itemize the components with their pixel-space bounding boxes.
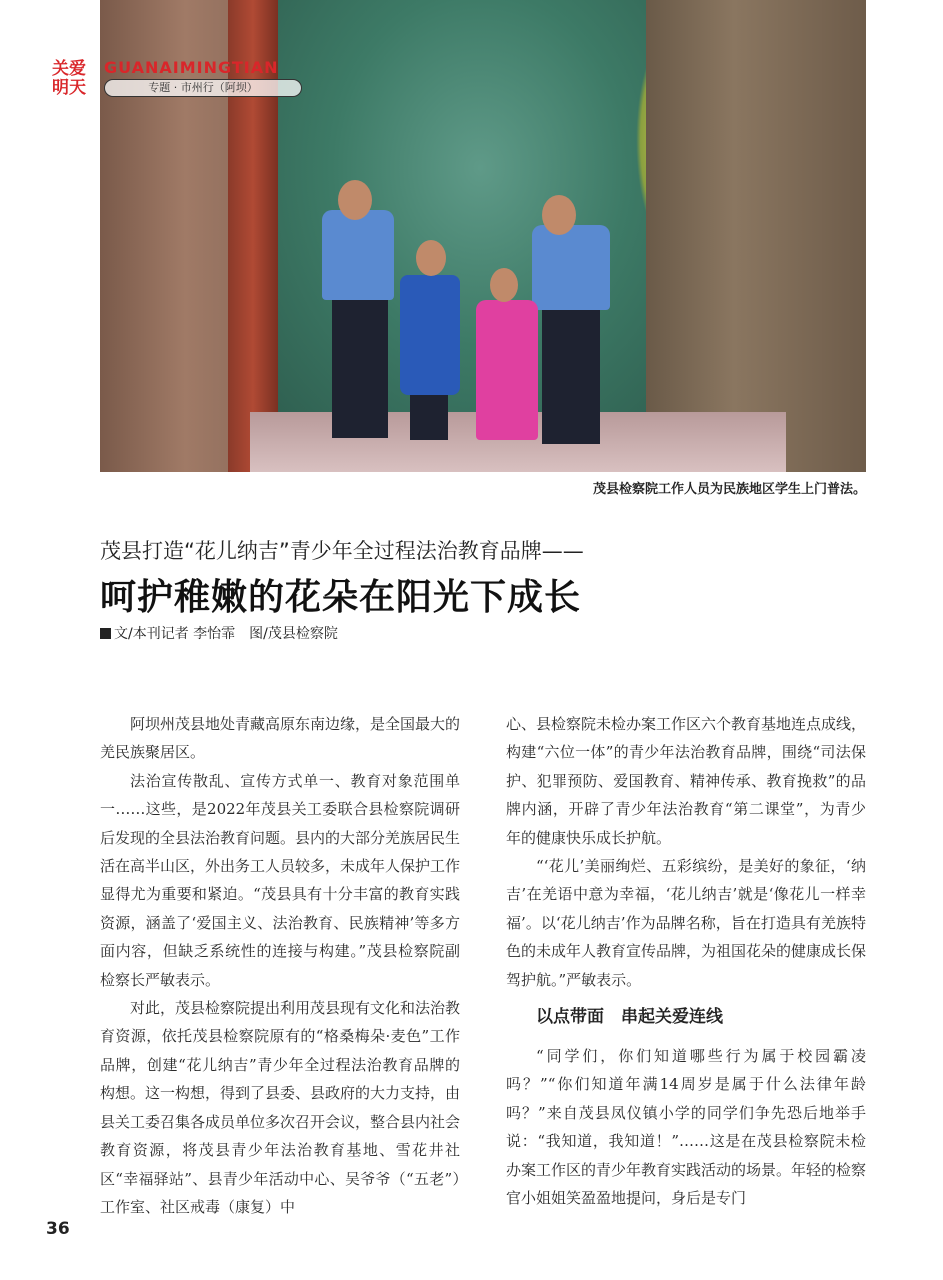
section-heading: 以点带面 串起关爱连线 <box>536 1007 723 1028</box>
photo-boy <box>400 275 460 395</box>
article-subtitle: 茂县打造“花儿纳吉”青少年全过程法治教育品牌—— <box>100 539 584 563</box>
byline-text: 文/本刊记者 李怡霏 图/茂县检察院 <box>114 626 338 642</box>
photo-stone-wall-right <box>646 0 866 472</box>
paragraph: 对此，茂县检察院提出利用茂县现有文化和法治教育资源，依托茂县检察院原有的“格桑梅朵·麦色”工作品牌，创建“花儿纳吉”青少年全过程法治教育品牌的构想。这一构想，得到了县委、县政府的大力支持，由县关工委召集各成员单位多次召开会议，整合县内社会教育资源，将茂县青少年法治教育基地、雪花井社区“幸福驿站”、县青少年活动中心、吴爷爷（“五老”）工作室、社区戒毒（康复）中 <box>100 999 461 1216</box>
photo-boy-legs <box>410 390 448 440</box>
paragraph: 阿坝州茂县地处青藏高原东南边缘，是全国最大的羌民族聚居区。 <box>100 715 461 762</box>
photo-man-right-shirt <box>532 225 610 310</box>
photo-man-left-head <box>338 180 372 220</box>
page-number: 36 <box>46 1219 70 1239</box>
photo-caption: 茂县检察院工作人员为民族地区学生上门普法。 <box>592 482 866 497</box>
photo-man-left-shirt <box>322 210 394 300</box>
column-badge-subtitle: 专题 · 市州行（阿坝） <box>104 79 302 97</box>
body-column-right <box>506 710 866 1213</box>
column-badge-en: GUANAIMINGTIAN <box>104 58 279 77</box>
photo-girl <box>476 300 538 440</box>
byline-square-icon <box>100 628 111 639</box>
photo-girl-head <box>490 268 518 302</box>
badge-cn-line1: 关爱 <box>52 59 86 79</box>
paragraph-continued: 心、县检察院未检办案工作区六个教育基地连点成线，构建“六位一体”的青少年法治教育品牌，围绕“司法保护、犯罪预防、爱国教育、精神传承、教育挽救”的品牌内涵，开辟了青少年法治教育“第二课堂”，为青少年的健康快乐成长护航。 <box>506 715 867 847</box>
photo-man-right <box>542 308 600 444</box>
paragraph: “‘花儿’美丽绚烂、五彩缤纷，是美好的象征，‘纳吉’在羌语中意为幸福，‘花儿纳吉’就是‘像花儿一样幸福’。以‘花儿纳吉’作为品牌名称，旨在打造具有羌族特色的未成年人教育宣传品牌，为祖国花朵的健康成长保驾护航。”严敏表示。 <box>506 857 867 989</box>
photo-man-left <box>332 298 388 438</box>
article-byline <box>100 623 338 643</box>
article-title: 呵护稚嫩的花朵在阳光下成长 <box>100 576 582 618</box>
photo-boy-head <box>416 240 446 276</box>
paragraph: 法治宣传散乱、宣传方式单一、教育对象范围单一……这些，是2022年茂县关工委联合县检察院调研后发现的全县法治教育问题。县内的大部分羌族居民生活在高半山区，外出务工人员较多，未成年人保护工作显得尤为重要和紧迫。“茂县具有十分丰富的教育实践资源，涵盖了‘爱国主义、法治教育、民族精神’等多方面内容，但缺乏系统性的连接与构建。”茂县检察院副检察长严敏表示。 <box>100 771 461 989</box>
paragraph: “同学们，你们知道哪些行为属于校园霸凌吗？”“你们知道年满14周岁是属于什么法律年龄吗？”来自茂县凤仪镇小学的同学们争先恐后地举手说：“我知道，我知道！”……这是在茂县检察院未检办案工作区的青少年教育实践活动的场景。年轻的检察官小姐姐笑盈盈地提问，身后是专门 <box>506 1047 867 1208</box>
column-badge-cn <box>52 60 96 98</box>
photo-man-right-head <box>542 195 576 235</box>
body-column-left <box>100 710 460 1221</box>
badge-cn-line2: 明天 <box>52 78 86 98</box>
